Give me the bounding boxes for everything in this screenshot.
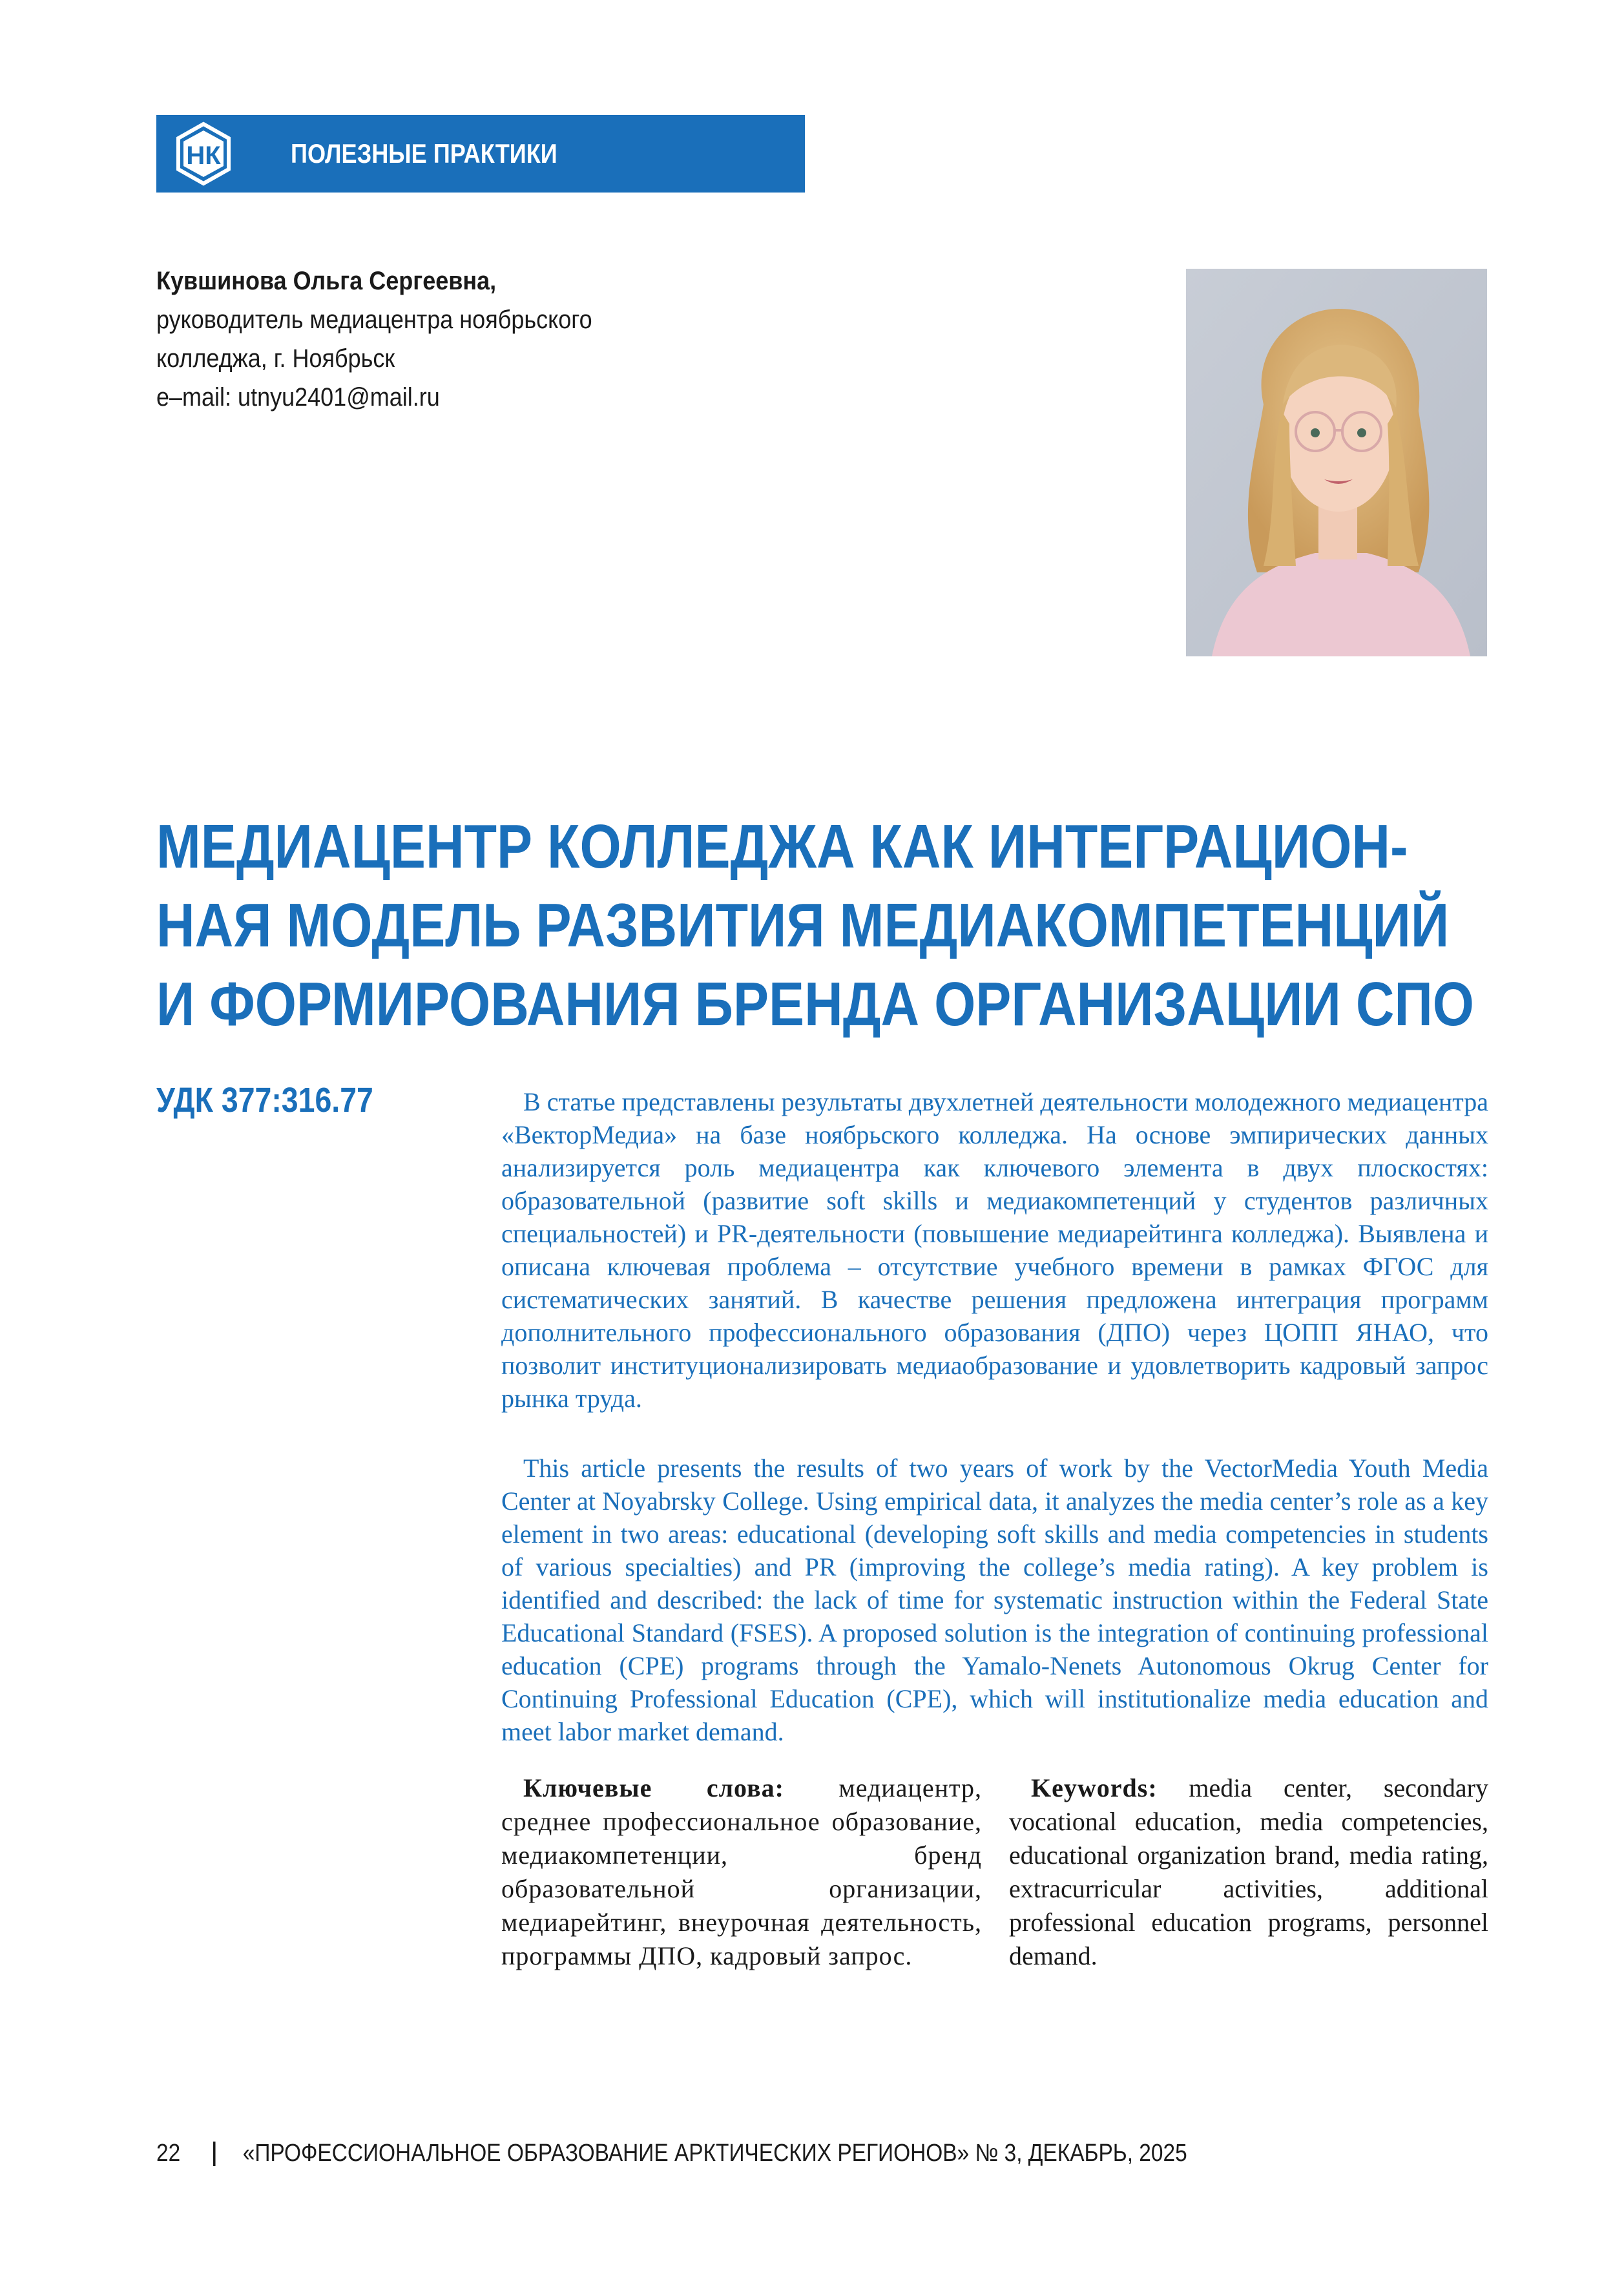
author-position-line1: руководитель медиацентра ноябрьского: [156, 306, 592, 334]
article-title: [156, 808, 1513, 1044]
footer-separator: [213, 2142, 216, 2166]
abstract-russian: В статье представлены результаты двухлетней деятельности молодежного медиацентра «ВекторМедиа» на базе ноябрьского колледжа. На основе эмпирических данных анализируется роль медиацентра как ключевого элемента в двух плоскостях: образовательной (развитие soft skills и медиакомпетенций у студентов различных специальностей) и PR-деятельности (повышение медиарейтинга колледжа). Выявлена и описана ключевая проблема – отсутствие учебного времени в рамках ФГОС для систематических занятий. В качестве решения предложена интеграция программ дополнительного профессионального образования (ДПО) через ЦОПП ЯНАО, что позволит институционализировать медиаобразование и удовлетворить кадровый запрос рынка труда.: [501, 1087, 1488, 1413]
keywords-english-text: media center, secondary vocational education, media competencies, educational organization brand, media rating, extracurricular activities, additional professional education programs, personnel demand.: [1009, 1773, 1488, 1970]
page-number: 22: [156, 2140, 181, 2167]
keywords-english-label: Keywords:: [1031, 1773, 1158, 1802]
author-portrait-icon: [1186, 269, 1487, 656]
title-line3: И ФОРМИРОВАНИЯ БРЕНДА ОРГАНИЗАЦИИ СПО: [156, 970, 1475, 1039]
udk-code: УДК 377:316.77: [156, 1081, 373, 1120]
abstract-english: This article presents the results of two years of work by the VectorMedia Youth Media Center at Noyabrsky College. Using empirical data, it analyzes the media center’s role as a key element in two areas: educational (developing soft skills and media competencies in students of various specialties) and PR (improving the college’s media rating). A key problem is identified and described: the lack of time for systematic instruction within the Federal State Educational Standard (FSES). A proposed solution is the integration of continuing professional education (CPE) programs through the Yamalo-Nenets Autonomous Okrug Center for Continuing Professional Education (CPE), which will institutionalize media education and meet labor market demand.: [501, 1454, 1488, 1746]
title-line2: НАЯ МОДЕЛЬ РАЗВИТИЯ МЕДИАКОМПЕТЕНЦИЙ: [156, 891, 1450, 960]
logo-text: НК: [186, 141, 221, 170]
keywords-english: [1009, 1771, 1488, 1973]
keywords-russian-text: медиацентр, среднее профессиональное образование, медиакомпетенции, бренд образовательной организации, медиарейтинг, внеурочная деятельность, программы ДПО, кадровый запрос.: [501, 1773, 982, 1970]
section-banner: [156, 115, 805, 193]
page-footer: [156, 2140, 1327, 2167]
author-block: [156, 262, 867, 417]
journal-name: «ПРОФЕССИОНАЛЬНОЕ ОБРАЗОВАНИЕ АРКТИЧЕСКИХ РЕГИОНОВ» № 3, ДЕКАБРЬ, 2025: [242, 2140, 1187, 2167]
keywords-russian-label: Ключевые слова:: [523, 1773, 784, 1802]
title-line1: МЕДИАЦЕНТР КОЛЛЕДЖА КАК ИНТЕГРАЦИОН-: [156, 812, 1408, 881]
author-email: e–mail: utnyu2401@mail.ru: [156, 383, 440, 412]
author-position-line2: колледжа, г. Ноябрьск: [156, 344, 395, 373]
keywords-russian: [501, 1771, 982, 1973]
author-name: Кувшинова Ольга Сергеевна,: [156, 267, 497, 295]
journal-logo-icon: [174, 121, 233, 186]
section-title: ПОЛЕЗНЫЕ ПРАКТИКИ: [291, 138, 557, 169]
